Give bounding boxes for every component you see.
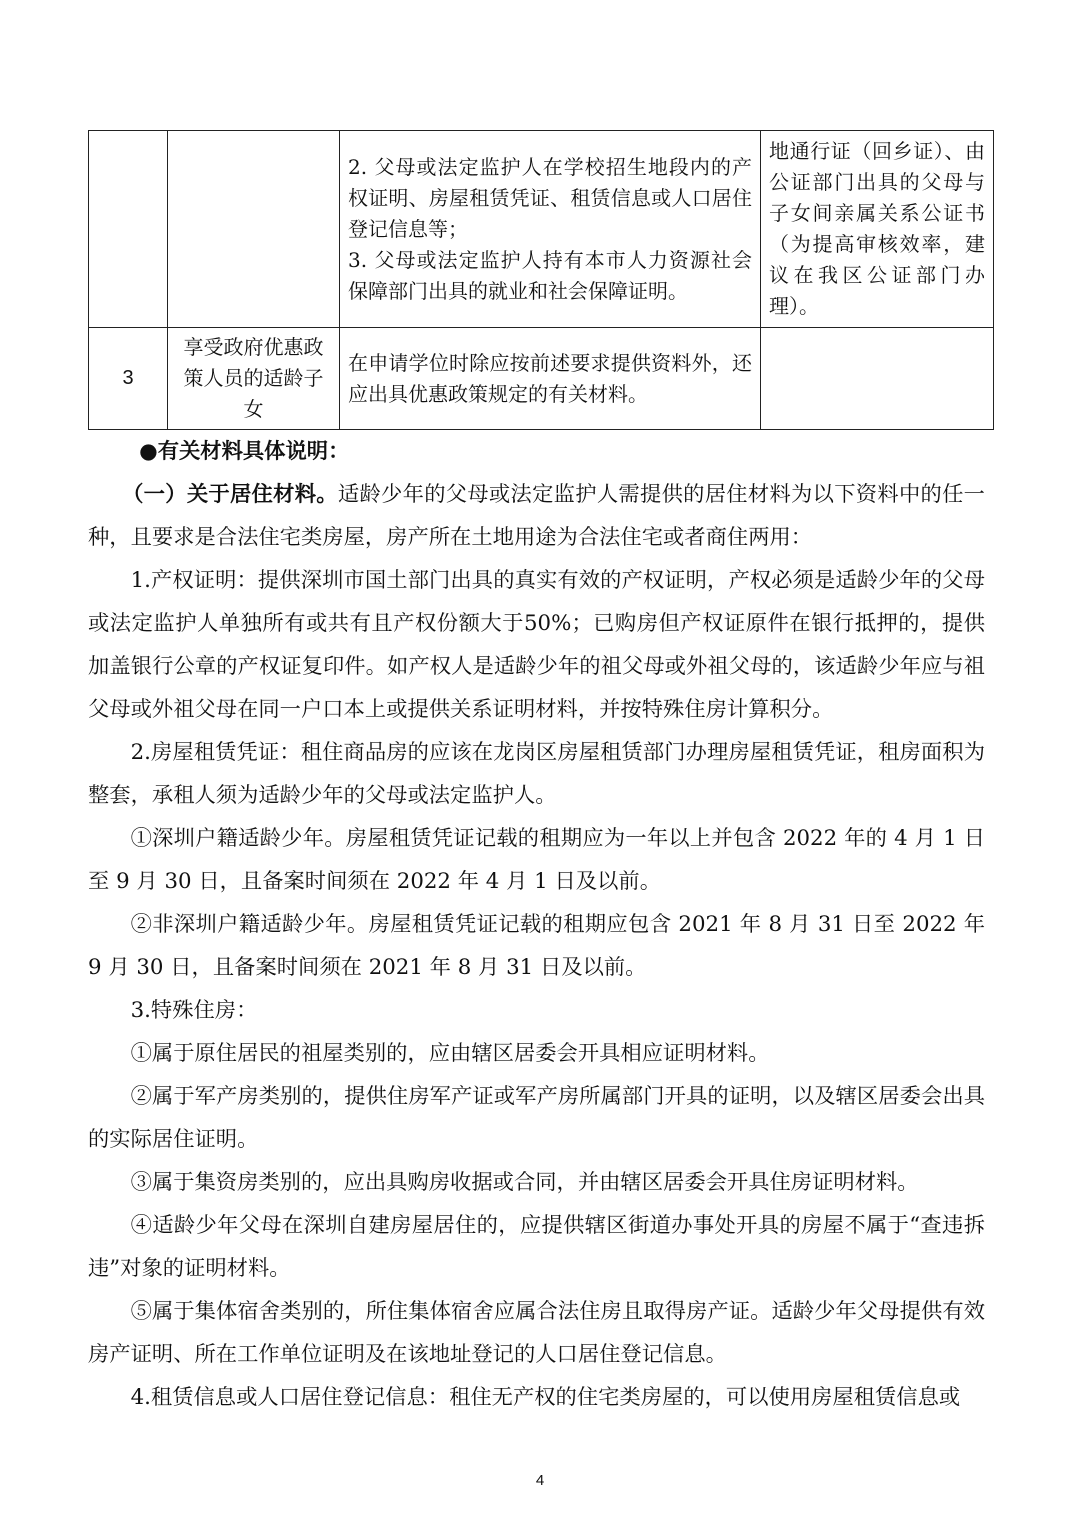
intro-heading: （一）关于居住材料。 xyxy=(122,482,338,507)
paragraph: 1.产权证明：提供深圳市国土部门出具的真实有效的产权证明，产权必须是适龄少年的父母或法定监护人单独所有或共有且产权份额大于50%；已购房但产权证原件在银行抵押的，提供加盖银行公章的产权证复印件。如产权人是适龄少年的祖父母或外祖父母的，该适龄少年应与祖父母或外祖父母在同一户口本上或提供关系证明材料，并按特殊住房计算积分。 xyxy=(88,568,985,722)
paragraph: 3.特殊住房： xyxy=(130,998,258,1023)
material-item: 2. 父母或法定监护人在学校招生地段内的产权证明、房屋租赁凭证、租赁信息或人口居住登记信息等； xyxy=(348,154,752,241)
paragraph: ②非深圳户籍适龄少年。房屋租赁凭证记载的租期应包含 2021 年 8 月 31 日至 2022 年 9 月 30 日，且备案时间须在 2021 年 8 月 31 日及以前。 xyxy=(88,912,985,980)
paragraph: ③属于集资房类别的，应出具购房收据或合同，并由辖区居委会开具住房证明材料。 xyxy=(130,1170,919,1195)
paragraph: 2.房屋租赁凭证：租住商品房的应该在龙岗区房屋租赁部门办理房屋租赁凭证，租房面积为整套，承租人须为适龄少年的父母或法定监护人。 xyxy=(88,740,985,808)
notes xyxy=(761,328,994,430)
required-materials xyxy=(340,328,761,430)
section-heading-text: ●有关材料具体说明： xyxy=(139,439,350,464)
table-row xyxy=(89,328,994,430)
paragraph: ①属于原住居民的祖屋类别的，应由辖区居委会开具相应证明材料。 xyxy=(130,1041,770,1066)
required-materials xyxy=(340,131,761,328)
intro-paragraph xyxy=(88,473,985,559)
row-number xyxy=(89,131,168,328)
section-heading xyxy=(88,430,985,473)
intro-text: 适龄少年的父母或法定监护人需提供的居住材料为以下资料中的任一种，且要求是合法住宅类房屋，房产所在土地用途为合法住宅或者商住两用： xyxy=(88,482,985,550)
requirements-table xyxy=(88,130,994,430)
material-item: 3. 父母或法定监护人持有本市人力资源社会保障部门出具的就业和社会保障证明。 xyxy=(348,247,752,303)
paragraph: 4.租赁信息或人口居住登记信息：租住无产权的住宅类房屋的，可以使用房屋租赁信息或 xyxy=(130,1385,961,1410)
paragraph: ⑤属于集体宿舍类别的，所住集体宿舍应属合法住房且取得房产证。适龄少年父母提供有效房产证明、所在工作单位证明及在该地址登记的人口居住登记信息。 xyxy=(88,1299,985,1367)
notes: 地通行证（回乡证）、由公证部门出具的父母与子女间亲属关系公证书（为提高审核效率，建议在我区公证部门办理）。 xyxy=(761,131,994,328)
applicant-category: 享受政府优惠政策人员的适龄子女 xyxy=(168,328,340,430)
page-number: 4 xyxy=(535,1472,545,1489)
applicant-category xyxy=(168,131,340,328)
row-number: 3 xyxy=(89,328,168,430)
paragraph: ①深圳户籍适龄少年。房屋租赁凭证记载的租期应为一年以上并包含 2022 年的 4 月 1 日至 9 月 30 日，且备案时间须在 2022 年 4 月 1 日及以前。 xyxy=(88,826,985,894)
material-item: 在申请学位时除应按前述要求提供资料外，还应出具优惠政策规定的有关材料。 xyxy=(348,350,752,406)
document-body xyxy=(88,430,985,1419)
paragraph: ②属于军产房类别的，提供住房军产证或军产房所属部门开具的证明，以及辖区居委会出具的实际居住证明。 xyxy=(88,1084,985,1152)
table-row xyxy=(89,131,994,328)
paragraph: ④适龄少年父母在深圳自建房屋居住的，应提供辖区街道办事处开具的房屋不属于“查违拆违”对象的证明材料。 xyxy=(88,1213,985,1281)
